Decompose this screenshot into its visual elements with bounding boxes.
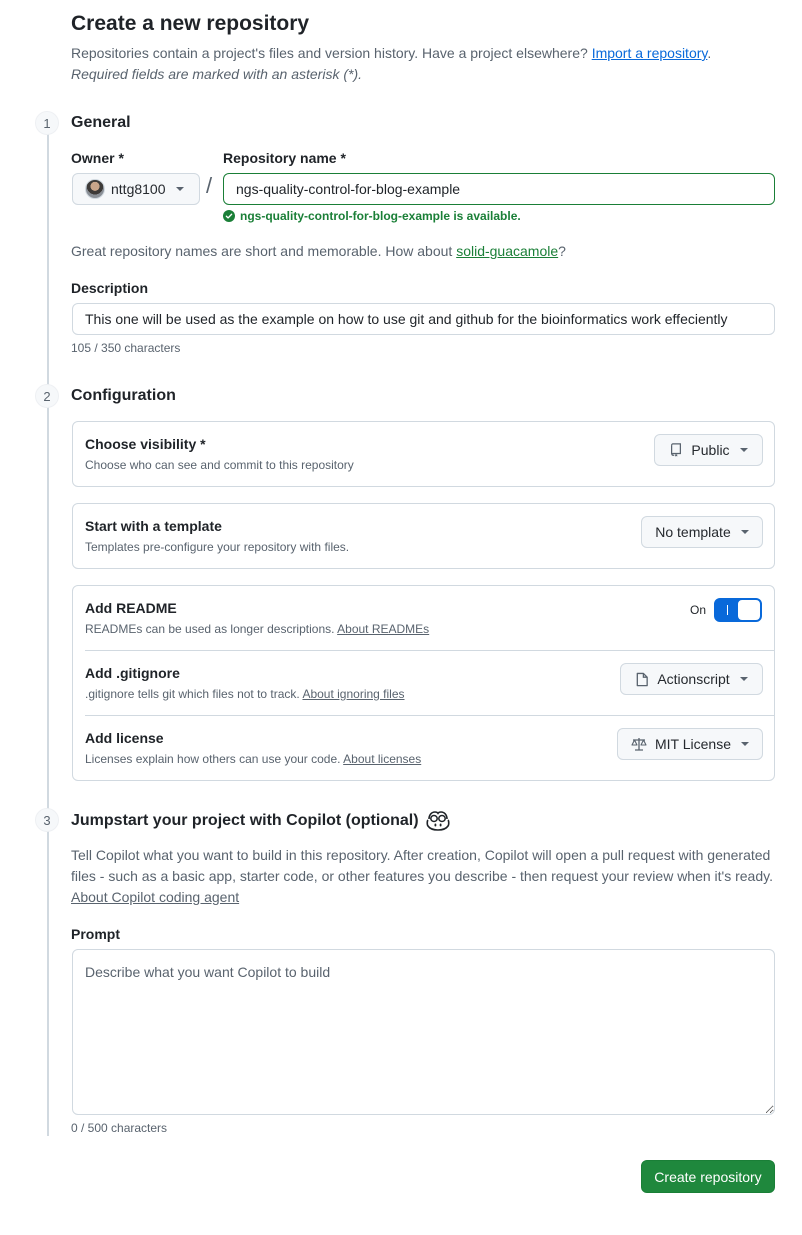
gitignore-desc: .gitignore tells git which files not to track. [85, 687, 300, 701]
license-desc: Licenses explain how others can use your code. [85, 752, 341, 766]
repo-name-label: Repository name * [223, 150, 346, 166]
law-icon [631, 737, 647, 751]
template-desc: Templates pre-configure your repository with files. [85, 540, 350, 554]
visibility-desc: Choose who can see and commit to this repository [85, 458, 354, 472]
template-select[interactable] [641, 516, 763, 548]
name-suggestion [71, 243, 566, 259]
readme-title: Add README [85, 600, 177, 616]
section-title-copilot: Jumpstart your project with Copilot (optional) [71, 812, 419, 829]
page-intro [71, 43, 711, 85]
intro-end: . [707, 45, 712, 61]
gitignore-value: Actionscript [657, 671, 730, 687]
check-circle-icon [223, 210, 235, 222]
availability-text: ngs-quality-control-for-blog-example is available. [240, 209, 521, 223]
readme-desc: READMEs can be used as longer descriptions. [85, 622, 335, 636]
license-desc-row [85, 752, 421, 766]
copilot-icon [425, 810, 451, 832]
description-counter: 105 / 350 characters [71, 341, 181, 355]
prompt-label: Prompt [71, 926, 120, 942]
readme-toggle-label: On [690, 603, 707, 617]
toggle-on-indicator [727, 605, 728, 615]
copilot-heading [71, 810, 451, 832]
owner-repo-separator: / [206, 173, 213, 198]
template-title: Start with a template [85, 518, 222, 534]
chevron-down-icon [741, 530, 749, 534]
availability-message [223, 209, 521, 223]
required-note: Required fields are marked with an asterisk (*). [71, 66, 363, 82]
about-licenses-link[interactable]: About licenses [343, 752, 422, 766]
file-icon [635, 672, 649, 687]
license-title: Add license [85, 730, 164, 746]
avatar [85, 179, 105, 199]
visibility-title: Choose visibility * [85, 436, 206, 452]
divider [85, 715, 774, 716]
gitignore-desc-row [85, 687, 405, 701]
repo-icon [669, 443, 683, 457]
description-label: Description [71, 280, 149, 296]
visibility-card [72, 421, 775, 487]
create-repository-button[interactable]: Create repository [641, 1160, 775, 1193]
owner-value: nttg8100 [111, 181, 166, 197]
step-number-3: 3 [35, 808, 59, 832]
step-number-2: 2 [35, 384, 59, 408]
owner-label: Owner * [71, 150, 124, 166]
steps-rail [47, 124, 49, 1136]
visibility-value: Public [691, 442, 730, 458]
template-card [72, 503, 775, 569]
license-value: MIT License [655, 736, 731, 752]
chevron-down-icon [740, 448, 748, 452]
readme-toggle[interactable] [714, 598, 762, 622]
toggle-knob [737, 599, 761, 621]
gitignore-select[interactable] [620, 663, 763, 695]
intro-text: Repositories contain a project's files and version history. Have a project elsewhere? [71, 45, 588, 61]
license-select[interactable] [617, 728, 763, 760]
repo-files-card [72, 585, 775, 781]
about-ignoring-files-link[interactable]: About ignoring files [302, 687, 405, 701]
repo-name-input[interactable] [223, 173, 775, 205]
section-title-general: General [71, 114, 131, 131]
about-readmes-link[interactable]: About READMEs [337, 622, 430, 636]
copilot-description [71, 845, 777, 908]
section-title-configuration: Configuration [71, 387, 176, 404]
prompt-textarea[interactable] [72, 949, 775, 1115]
chevron-down-icon [176, 187, 184, 191]
page-title: Create a new repository [71, 12, 310, 35]
chevron-down-icon [740, 677, 748, 681]
about-copilot-link[interactable]: About Copilot coding agent [71, 889, 240, 905]
visibility-select[interactable] [654, 434, 763, 466]
prompt-counter: 0 / 500 characters [71, 1121, 168, 1135]
chevron-down-icon [741, 742, 749, 746]
owner-select[interactable] [72, 173, 200, 205]
import-repository-link[interactable]: Import a repository [591, 45, 708, 61]
divider [85, 650, 774, 651]
copilot-desc-text: Tell Copilot what you want to build in this repository. After creation, Copilot will open a pull request with generated files - such as a basic app, starter code, or other features you describe - then request your review when it's ready. [71, 847, 773, 884]
step-number-1: 1 [35, 111, 59, 135]
description-input[interactable] [72, 303, 775, 335]
readme-desc-row [85, 622, 429, 636]
suggested-name-link[interactable]: solid-guacamole [456, 243, 559, 259]
gitignore-title: Add .gitignore [85, 665, 180, 681]
suggestion-suffix: ? [558, 243, 566, 259]
template-value: No template [655, 524, 731, 540]
suggestion-prefix: Great repository names are short and memorable. How about [71, 243, 453, 259]
